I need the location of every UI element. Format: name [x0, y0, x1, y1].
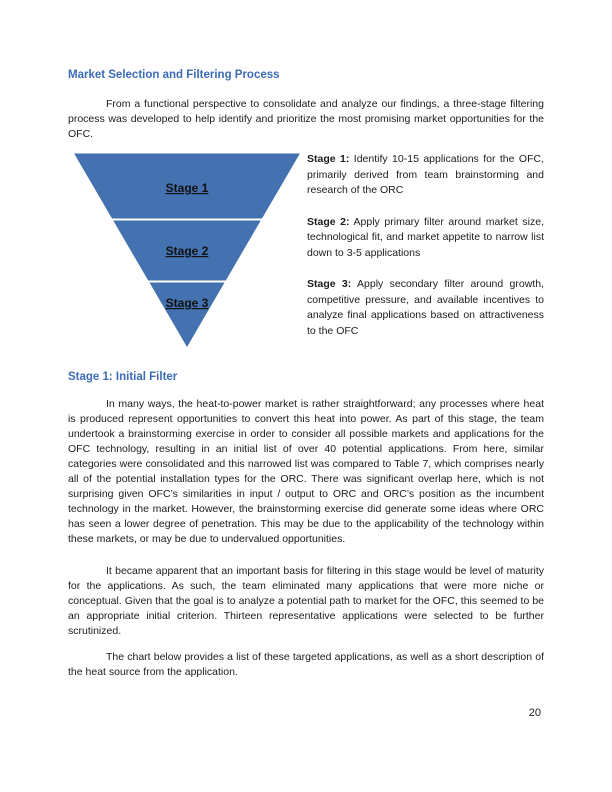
funnel-diagram: [72, 152, 544, 350]
page-title: Market Selection and Filtering Process: [68, 69, 280, 81]
stage-descriptions-column: [302, 152, 544, 350]
funnel-band-stage-3: [150, 283, 223, 346]
stage-1-description-text: Identify 10-15 applications for the OFC, primarily derived from team brainstorming and research of the ORC: [307, 153, 544, 196]
funnel-chart: [72, 152, 302, 348]
page-number: 20: [528, 707, 541, 719]
funnel-stage-3-label: Stage 3: [165, 296, 209, 310]
stage-3-description: [307, 277, 544, 339]
stage-1-description-label: Stage 1:: [307, 153, 350, 165]
funnel-stage-2-label: Stage 2: [165, 244, 209, 258]
stage-1-description: [307, 152, 544, 199]
funnel-stage-1-label: Stage 1: [165, 181, 209, 195]
subsection-title: Stage 1: Initial Filter: [68, 371, 178, 383]
body-paragraph-3: The chart below provides a list of these targeted applications, as well as a short description of the heat source from the application.: [68, 651, 544, 678]
body-paragraph-2: It became apparent that an important basis for filtering in this stage would be level of maturity for the applications. As such, the team eliminated many applications that were more niche or conceptual. Given that the goal is to analyze a potential path to market for the OFC, this seemed to be an appropriate initial criterion. Thirteen representative applications were selected to be further scrutinized.: [68, 565, 544, 637]
stage-2-description-label: Stage 2:: [307, 215, 350, 228]
body-paragraph-1: In many ways, the heat-to-power market is rather straightforward; any processes where heat is produced represent opportunities to convert this heat into power. As part of this stage, the team undertook a brainstorming exercise in order to consider all possible markets and applications for the OFC technology, resulting in an initial list of over 40 potential applications. From here, similar categories were consolidated and this narrowed list was compared to Table 7, which comprises nearly all of the potential installation types for the ORC. There was significant overlap here, which is not surprising given OFC’s similarities in input / output to ORC and ORC’s position as the incumbent technology in the market. However, the brainstorming exercise did generate some ideas where ORC has seen a lower degree of penetration. This may be due to the applicability of the technology within these markets, or may be due to undervalued opportunities.: [68, 398, 544, 545]
stage-2-description-text: Apply primary filter around market size, technological fit, and market appetite to narrow list down to 3-5 applications: [307, 215, 544, 259]
stage-3-description-label: Stage 3:: [307, 278, 352, 290]
stage-3-description-text: Apply secondary filter around growth, competitive pressure, and available incentives to analyze final applications based on attractiveness to the OFC: [307, 278, 544, 337]
stage-2-description: [307, 215, 544, 262]
intro-paragraph: From a functional perspective to consolidate and analyze our findings, a three-stage filtering process was developed to help identify and prioritize the most promising market opportunities for the OFC.: [68, 98, 544, 140]
